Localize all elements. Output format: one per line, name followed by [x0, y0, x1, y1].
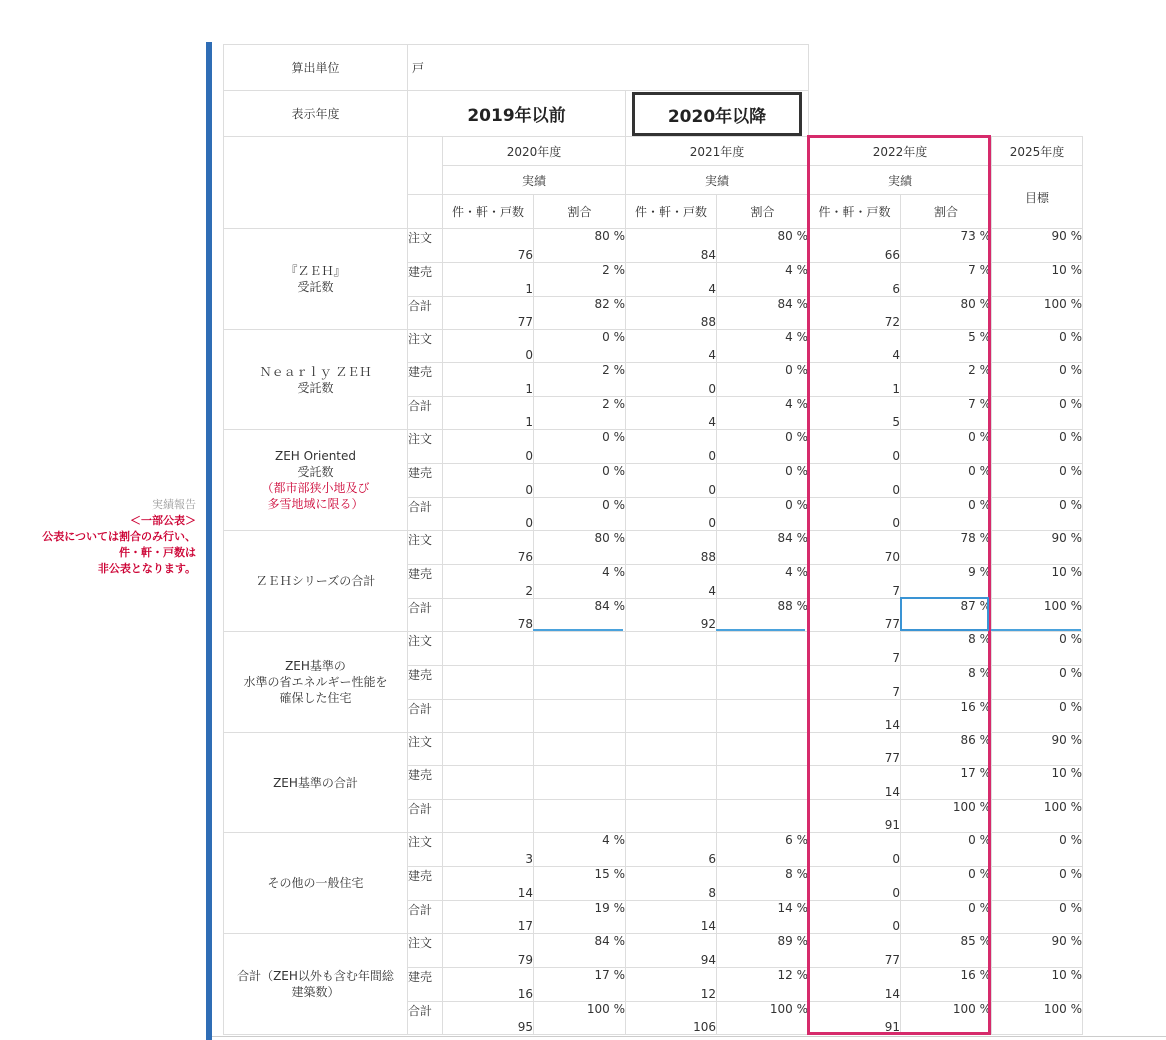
side-note-line: 件・軒・戸数は — [119, 546, 196, 559]
target-2025[interactable]: 0 % — [992, 632, 1083, 666]
ratio-2021[interactable] — [717, 632, 809, 666]
ratio-2020[interactable] — [534, 700, 626, 733]
year-option-after[interactable] — [626, 91, 809, 137]
row-type-label: 合計 — [408, 297, 443, 330]
count-2022[interactable]: 77 — [809, 934, 901, 968]
count-2020[interactable]: 79 — [443, 934, 534, 968]
actual-header: 実績 — [809, 166, 992, 195]
target-2025[interactable]: 0 % — [992, 430, 1083, 464]
count-2021[interactable] — [626, 666, 717, 700]
row-type-label: 建売 — [408, 666, 443, 700]
count-2022[interactable]: 14 — [809, 968, 901, 1002]
unit-label: 算出単位 — [224, 45, 408, 91]
ratio-2020[interactable] — [534, 666, 626, 700]
ratio-2022[interactable]: 16 % — [901, 968, 992, 1002]
count-2022[interactable]: 0 — [809, 867, 901, 901]
ratio-2022[interactable]: 2 % — [901, 363, 992, 397]
table-row — [224, 531, 1083, 565]
count-2022[interactable]: 0 — [809, 833, 901, 867]
category-note-line: 多雪地域に限る） — [267, 497, 364, 511]
ratio-2020[interactable]: 84 % — [534, 599, 626, 632]
row-type-label: 建売 — [408, 363, 443, 397]
count-2022[interactable]: 77 — [809, 733, 901, 766]
ratio-2020[interactable]: 100 % — [534, 1002, 626, 1035]
count-2021[interactable] — [626, 766, 717, 800]
row-type-label: 建売 — [408, 867, 443, 901]
category-title-line: 受託数 — [297, 380, 334, 395]
side-note-line: 公表については割合のみ行い、 — [42, 530, 196, 543]
count-header: 件・軒・戸数 — [626, 195, 717, 229]
target-2025[interactable]: 10 % — [992, 968, 1083, 1002]
ratio-2022[interactable]: 5 % — [901, 330, 992, 363]
category-title-line: 確保した住宅 — [279, 691, 352, 705]
count-2020[interactable] — [443, 800, 534, 833]
display-year-row — [224, 91, 1083, 137]
ratio-2020[interactable] — [534, 766, 626, 800]
row-type-label: 合計 — [408, 800, 443, 833]
ratio-2021[interactable]: 0 % — [717, 464, 809, 498]
section-divider — [212, 1036, 1166, 1037]
ratio-2021[interactable]: 4 % — [717, 330, 809, 363]
ratio-2021[interactable]: 4 % — [717, 263, 809, 297]
count-2020[interactable]: 1 — [443, 397, 534, 430]
count-2020[interactable]: 0 — [443, 464, 534, 498]
ratio-2022[interactable]: 7 % — [901, 397, 992, 430]
ratio-2022[interactable]: 85 % — [901, 934, 992, 968]
count-2022[interactable]: 91 — [809, 1002, 901, 1035]
zeh-results-table — [223, 44, 1083, 1035]
count-2021[interactable]: 0 — [626, 430, 717, 464]
actual-header: 実績 — [626, 166, 809, 195]
row-type-label: 合計 — [408, 599, 443, 632]
ratio-2020[interactable]: 0 % — [534, 464, 626, 498]
ratio-2020[interactable]: 4 % — [534, 833, 626, 867]
ratio-2021[interactable] — [717, 666, 809, 700]
target-2025[interactable]: 100 % — [992, 297, 1083, 330]
ratio-2022[interactable]: 73 % — [901, 229, 992, 263]
row-type-label: 合計 — [408, 397, 443, 430]
count-2020[interactable]: 1 — [443, 263, 534, 297]
ratio-2022[interactable]: 8 % — [901, 632, 992, 666]
row-type-label: 合計 — [408, 1002, 443, 1035]
category-title-line: ZEH基準の — [285, 659, 346, 673]
ratio-2021[interactable]: 84 % — [717, 531, 809, 565]
count-2021[interactable]: 88 — [626, 531, 717, 565]
category-label — [224, 632, 408, 733]
target-2025[interactable]: 100 % — [992, 1002, 1083, 1035]
side-note-line: 非公表となります。 — [97, 562, 196, 575]
ratio-2020[interactable]: 80 % — [534, 531, 626, 565]
ratio-2020[interactable]: 0 % — [534, 430, 626, 464]
count-2022[interactable]: 70 — [809, 531, 901, 565]
ratio-2022[interactable]: 9 % — [901, 565, 992, 599]
category-title-line: 水準の省エネルギー性能を — [243, 675, 388, 689]
count-2020[interactable]: 14 — [443, 867, 534, 901]
ratio-2022[interactable]: 7 % — [901, 263, 992, 297]
row-type-label: 注文 — [408, 531, 443, 565]
count-2022[interactable]: 14 — [809, 700, 901, 733]
ratio-2022[interactable]: 86 % — [901, 733, 992, 766]
category-title-line: ZEH Oriented — [274, 449, 357, 463]
cell-underline — [716, 629, 805, 631]
year-option-after-label: 2020年以降 — [632, 92, 802, 136]
category-label — [224, 833, 408, 934]
category-title-line: その他の一般住宅 — [267, 876, 364, 890]
count-2020[interactable]: 0 — [443, 430, 534, 464]
count-2020[interactable] — [443, 766, 534, 800]
count-2020[interactable]: 0 — [443, 498, 534, 531]
ratio-2021[interactable]: 84 % — [717, 297, 809, 330]
ratio-2020[interactable]: 17 % — [534, 968, 626, 1002]
count-2021[interactable]: 92 — [626, 599, 717, 632]
ratio-2020[interactable]: 84 % — [534, 934, 626, 968]
table-row — [224, 330, 1083, 363]
category-title-line: 合計（ZEH以外も含む年間総 — [237, 969, 394, 983]
target-2025[interactable]: 0 % — [992, 867, 1083, 901]
row-type-label: 注文 — [408, 330, 443, 363]
count-2020[interactable] — [443, 666, 534, 700]
category-title-line: Ｎｅａｒｌｙ ＺＥＨ — [259, 364, 372, 379]
row-type-label: 建売 — [408, 968, 443, 1002]
category-label — [224, 430, 408, 531]
row-type-label: 注文 — [408, 833, 443, 867]
count-2020[interactable]: 77 — [443, 297, 534, 330]
ratio-2022[interactable]: 8 % — [901, 666, 992, 700]
table-row — [224, 229, 1083, 263]
count-2021[interactable]: 4 — [626, 330, 717, 363]
count-header: 件・軒・戸数 — [809, 195, 901, 229]
ratio-2020[interactable]: 2 % — [534, 263, 626, 297]
count-2021[interactable] — [626, 700, 717, 733]
category-label — [224, 531, 408, 632]
count-2022[interactable]: 7 — [809, 565, 901, 599]
ratio-2021[interactable]: 80 % — [717, 229, 809, 263]
unit-value: 戸 — [408, 45, 809, 91]
count-2021[interactable]: 4 — [626, 565, 717, 599]
target-2025[interactable]: 90 % — [992, 229, 1083, 263]
year-header: 2020年度 — [443, 137, 626, 166]
ratio-2022[interactable]: 100 % — [901, 800, 992, 833]
count-2020[interactable]: 76 — [443, 531, 534, 565]
row-type-label: 合計 — [408, 700, 443, 733]
category-note-line: （都市部狭小地及び — [261, 481, 370, 495]
count-2020[interactable]: 3 — [443, 833, 534, 867]
count-2022[interactable]: 6 — [809, 263, 901, 297]
count-2021[interactable]: 8 — [626, 867, 717, 901]
target-2025[interactable]: 10 % — [992, 263, 1083, 297]
count-2020[interactable]: 95 — [443, 1002, 534, 1035]
row-type-label: 建売 — [408, 565, 443, 599]
target-2025[interactable]: 0 % — [992, 700, 1083, 733]
cell-underline — [991, 629, 1081, 631]
count-2021[interactable]: 6 — [626, 833, 717, 867]
target-2025[interactable]: 0 % — [992, 363, 1083, 397]
ratio-2022[interactable]: 87 % — [901, 599, 992, 632]
ratio-2022[interactable]: 0 % — [901, 833, 992, 867]
category-title-line: 建築数） — [291, 985, 340, 999]
ratio-2020[interactable]: 82 % — [534, 297, 626, 330]
row-type-label: 注文 — [408, 632, 443, 666]
count-2021[interactable]: 0 — [626, 363, 717, 397]
target-2025[interactable]: 0 % — [992, 901, 1083, 934]
header-year-row — [224, 137, 1083, 166]
row-type-label: 注文 — [408, 934, 443, 968]
ratio-2022[interactable]: 0 % — [901, 498, 992, 531]
ratio-2022[interactable]: 17 % — [901, 766, 992, 800]
count-2021[interactable]: 0 — [626, 498, 717, 531]
target-2025[interactable]: 0 % — [992, 666, 1083, 700]
year-header: 2025年度 — [992, 137, 1083, 166]
count-2022[interactable]: 7 — [809, 632, 901, 666]
count-2020[interactable]: 16 — [443, 968, 534, 1002]
ratio-2020[interactable]: 15 % — [534, 867, 626, 901]
target-2025[interactable]: 90 % — [992, 733, 1083, 766]
ratio-2020[interactable]: 4 % — [534, 565, 626, 599]
row-type-label: 合計 — [408, 901, 443, 934]
count-2022[interactable]: 0 — [809, 464, 901, 498]
category-title-line: ＺＥＨシリーズの合計 — [255, 574, 376, 588]
ratio-2021[interactable]: 100 % — [717, 1002, 809, 1035]
category-label — [224, 733, 408, 833]
ratio-2022[interactable]: 16 % — [901, 700, 992, 733]
count-2020[interactable] — [443, 632, 534, 666]
count-2022[interactable]: 66 — [809, 229, 901, 263]
ratio-2021[interactable] — [717, 800, 809, 833]
count-2020[interactable]: 78 — [443, 599, 534, 632]
ratio-2021[interactable] — [717, 766, 809, 800]
target-header: 目標 — [992, 166, 1083, 229]
ratio-2021[interactable]: 0 % — [717, 363, 809, 397]
row-type-label: 注文 — [408, 430, 443, 464]
row-type-label: 建売 — [408, 766, 443, 800]
row-type-label: 注文 — [408, 229, 443, 263]
target-2025[interactable]: 10 % — [992, 565, 1083, 599]
ratio-2021[interactable]: 4 % — [717, 397, 809, 430]
ratio-2022[interactable]: 100 % — [901, 1002, 992, 1035]
ratio-2021[interactable]: 8 % — [717, 867, 809, 901]
count-2020[interactable]: 17 — [443, 901, 534, 934]
count-2022[interactable]: 91 — [809, 800, 901, 833]
count-2022[interactable]: 77 — [809, 599, 901, 632]
count-2021[interactable] — [626, 632, 717, 666]
row-type-label: 建売 — [408, 263, 443, 297]
target-2025[interactable]: 100 % — [992, 599, 1083, 632]
ratio-2020[interactable]: 80 % — [534, 229, 626, 263]
target-2025[interactable]: 10 % — [992, 766, 1083, 800]
target-2025[interactable]: 0 % — [992, 498, 1083, 531]
count-2022[interactable]: 72 — [809, 297, 901, 330]
ratio-2021[interactable]: 12 % — [717, 968, 809, 1002]
count-2021[interactable]: 94 — [626, 934, 717, 968]
ratio-2022[interactable]: 78 % — [901, 531, 992, 565]
count-2021[interactable]: 0 — [626, 464, 717, 498]
count-2022[interactable]: 0 — [809, 430, 901, 464]
ratio-header: 割合 — [717, 195, 809, 229]
ratio-2022[interactable]: 0 % — [901, 901, 992, 934]
ratio-2021[interactable]: 4 % — [717, 565, 809, 599]
ratio-header: 割合 — [901, 195, 992, 229]
row-type-label: 建売 — [408, 464, 443, 498]
count-2022[interactable]: 0 — [809, 901, 901, 934]
category-title-line: ZEH基準の合計 — [273, 775, 358, 790]
side-note — [0, 497, 196, 577]
target-2025[interactable]: 0 % — [992, 464, 1083, 498]
ratio-2021[interactable]: 0 % — [717, 430, 809, 464]
ratio-header: 割合 — [534, 195, 626, 229]
ratio-2020[interactable]: 0 % — [534, 498, 626, 531]
ratio-2020[interactable] — [534, 733, 626, 766]
ratio-2020[interactable]: 2 % — [534, 397, 626, 430]
count-header: 件・軒・戸数 — [443, 195, 534, 229]
count-2021[interactable] — [626, 800, 717, 833]
cell-underline — [533, 629, 623, 631]
table-row — [224, 934, 1083, 968]
display-year-label: 表示年度 — [224, 91, 408, 137]
ratio-2022[interactable]: 0 % — [901, 430, 992, 464]
ratio-2022[interactable]: 0 % — [901, 867, 992, 901]
count-2021[interactable]: 12 — [626, 968, 717, 1002]
count-2020[interactable] — [443, 733, 534, 766]
category-title-line: 『ＺＥＨ』 — [285, 264, 346, 278]
target-2025[interactable]: 0 % — [992, 833, 1083, 867]
ratio-2021[interactable]: 14 % — [717, 901, 809, 934]
ratio-2021[interactable]: 0 % — [717, 498, 809, 531]
ratio-2021[interactable]: 88 % — [717, 599, 809, 632]
actual-header: 実績 — [443, 166, 626, 195]
count-2021[interactable]: 4 — [626, 397, 717, 430]
unit-row — [224, 45, 1083, 91]
count-2021[interactable]: 14 — [626, 901, 717, 934]
side-note-label: 実績報告 — [152, 498, 196, 511]
count-2022[interactable]: 7 — [809, 666, 901, 700]
count-2022[interactable]: 4 — [809, 330, 901, 363]
count-2022[interactable]: 0 — [809, 498, 901, 531]
ratio-2021[interactable]: 89 % — [717, 934, 809, 968]
ratio-2020[interactable] — [534, 632, 626, 666]
ratio-2020[interactable] — [534, 800, 626, 833]
ratio-2020[interactable]: 0 % — [534, 330, 626, 363]
count-2022[interactable]: 5 — [809, 397, 901, 430]
count-2022[interactable]: 1 — [809, 363, 901, 397]
category-title-line: 受託数 — [297, 465, 334, 479]
category-label — [224, 934, 408, 1035]
year-header: 2021年度 — [626, 137, 809, 166]
count-2020[interactable] — [443, 700, 534, 733]
year-header: 2022年度 — [809, 137, 992, 166]
table-row — [224, 430, 1083, 464]
count-2021[interactable]: 88 — [626, 297, 717, 330]
row-type-label: 注文 — [408, 733, 443, 766]
count-2020[interactable]: 76 — [443, 229, 534, 263]
table-row — [224, 833, 1083, 867]
target-2025[interactable]: 90 % — [992, 934, 1083, 968]
table-row — [224, 632, 1083, 666]
count-2021[interactable] — [626, 733, 717, 766]
count-2020[interactable]: 2 — [443, 565, 534, 599]
category-label — [224, 330, 408, 430]
target-2025[interactable]: 90 % — [992, 531, 1083, 565]
count-2020[interactable]: 1 — [443, 363, 534, 397]
count-2021[interactable]: 106 — [626, 1002, 717, 1035]
ratio-2022[interactable]: 80 % — [901, 297, 992, 330]
ratio-2022[interactable]: 0 % — [901, 464, 992, 498]
ratio-2021[interactable] — [717, 700, 809, 733]
target-2025[interactable]: 100 % — [992, 800, 1083, 833]
side-note-line: ＜一部公表＞ — [130, 514, 196, 527]
ratio-2021[interactable] — [717, 733, 809, 766]
ratio-2020[interactable]: 19 % — [534, 901, 626, 934]
year-option-before-label: 2019年以前 — [467, 106, 566, 126]
ratio-2021[interactable]: 6 % — [717, 833, 809, 867]
count-2020[interactable]: 0 — [443, 330, 534, 363]
count-2022[interactable]: 14 — [809, 766, 901, 800]
category-title-line: 受託数 — [297, 280, 334, 294]
ratio-2020[interactable]: 2 % — [534, 363, 626, 397]
count-2021[interactable]: 84 — [626, 229, 717, 263]
category-label — [224, 229, 408, 330]
target-2025[interactable]: 0 % — [992, 330, 1083, 363]
section-accent-bar — [206, 42, 212, 1040]
year-option-before[interactable] — [408, 91, 626, 137]
row-type-label: 合計 — [408, 498, 443, 531]
table-row — [224, 733, 1083, 766]
count-2021[interactable]: 4 — [626, 263, 717, 297]
target-2025[interactable]: 0 % — [992, 397, 1083, 430]
